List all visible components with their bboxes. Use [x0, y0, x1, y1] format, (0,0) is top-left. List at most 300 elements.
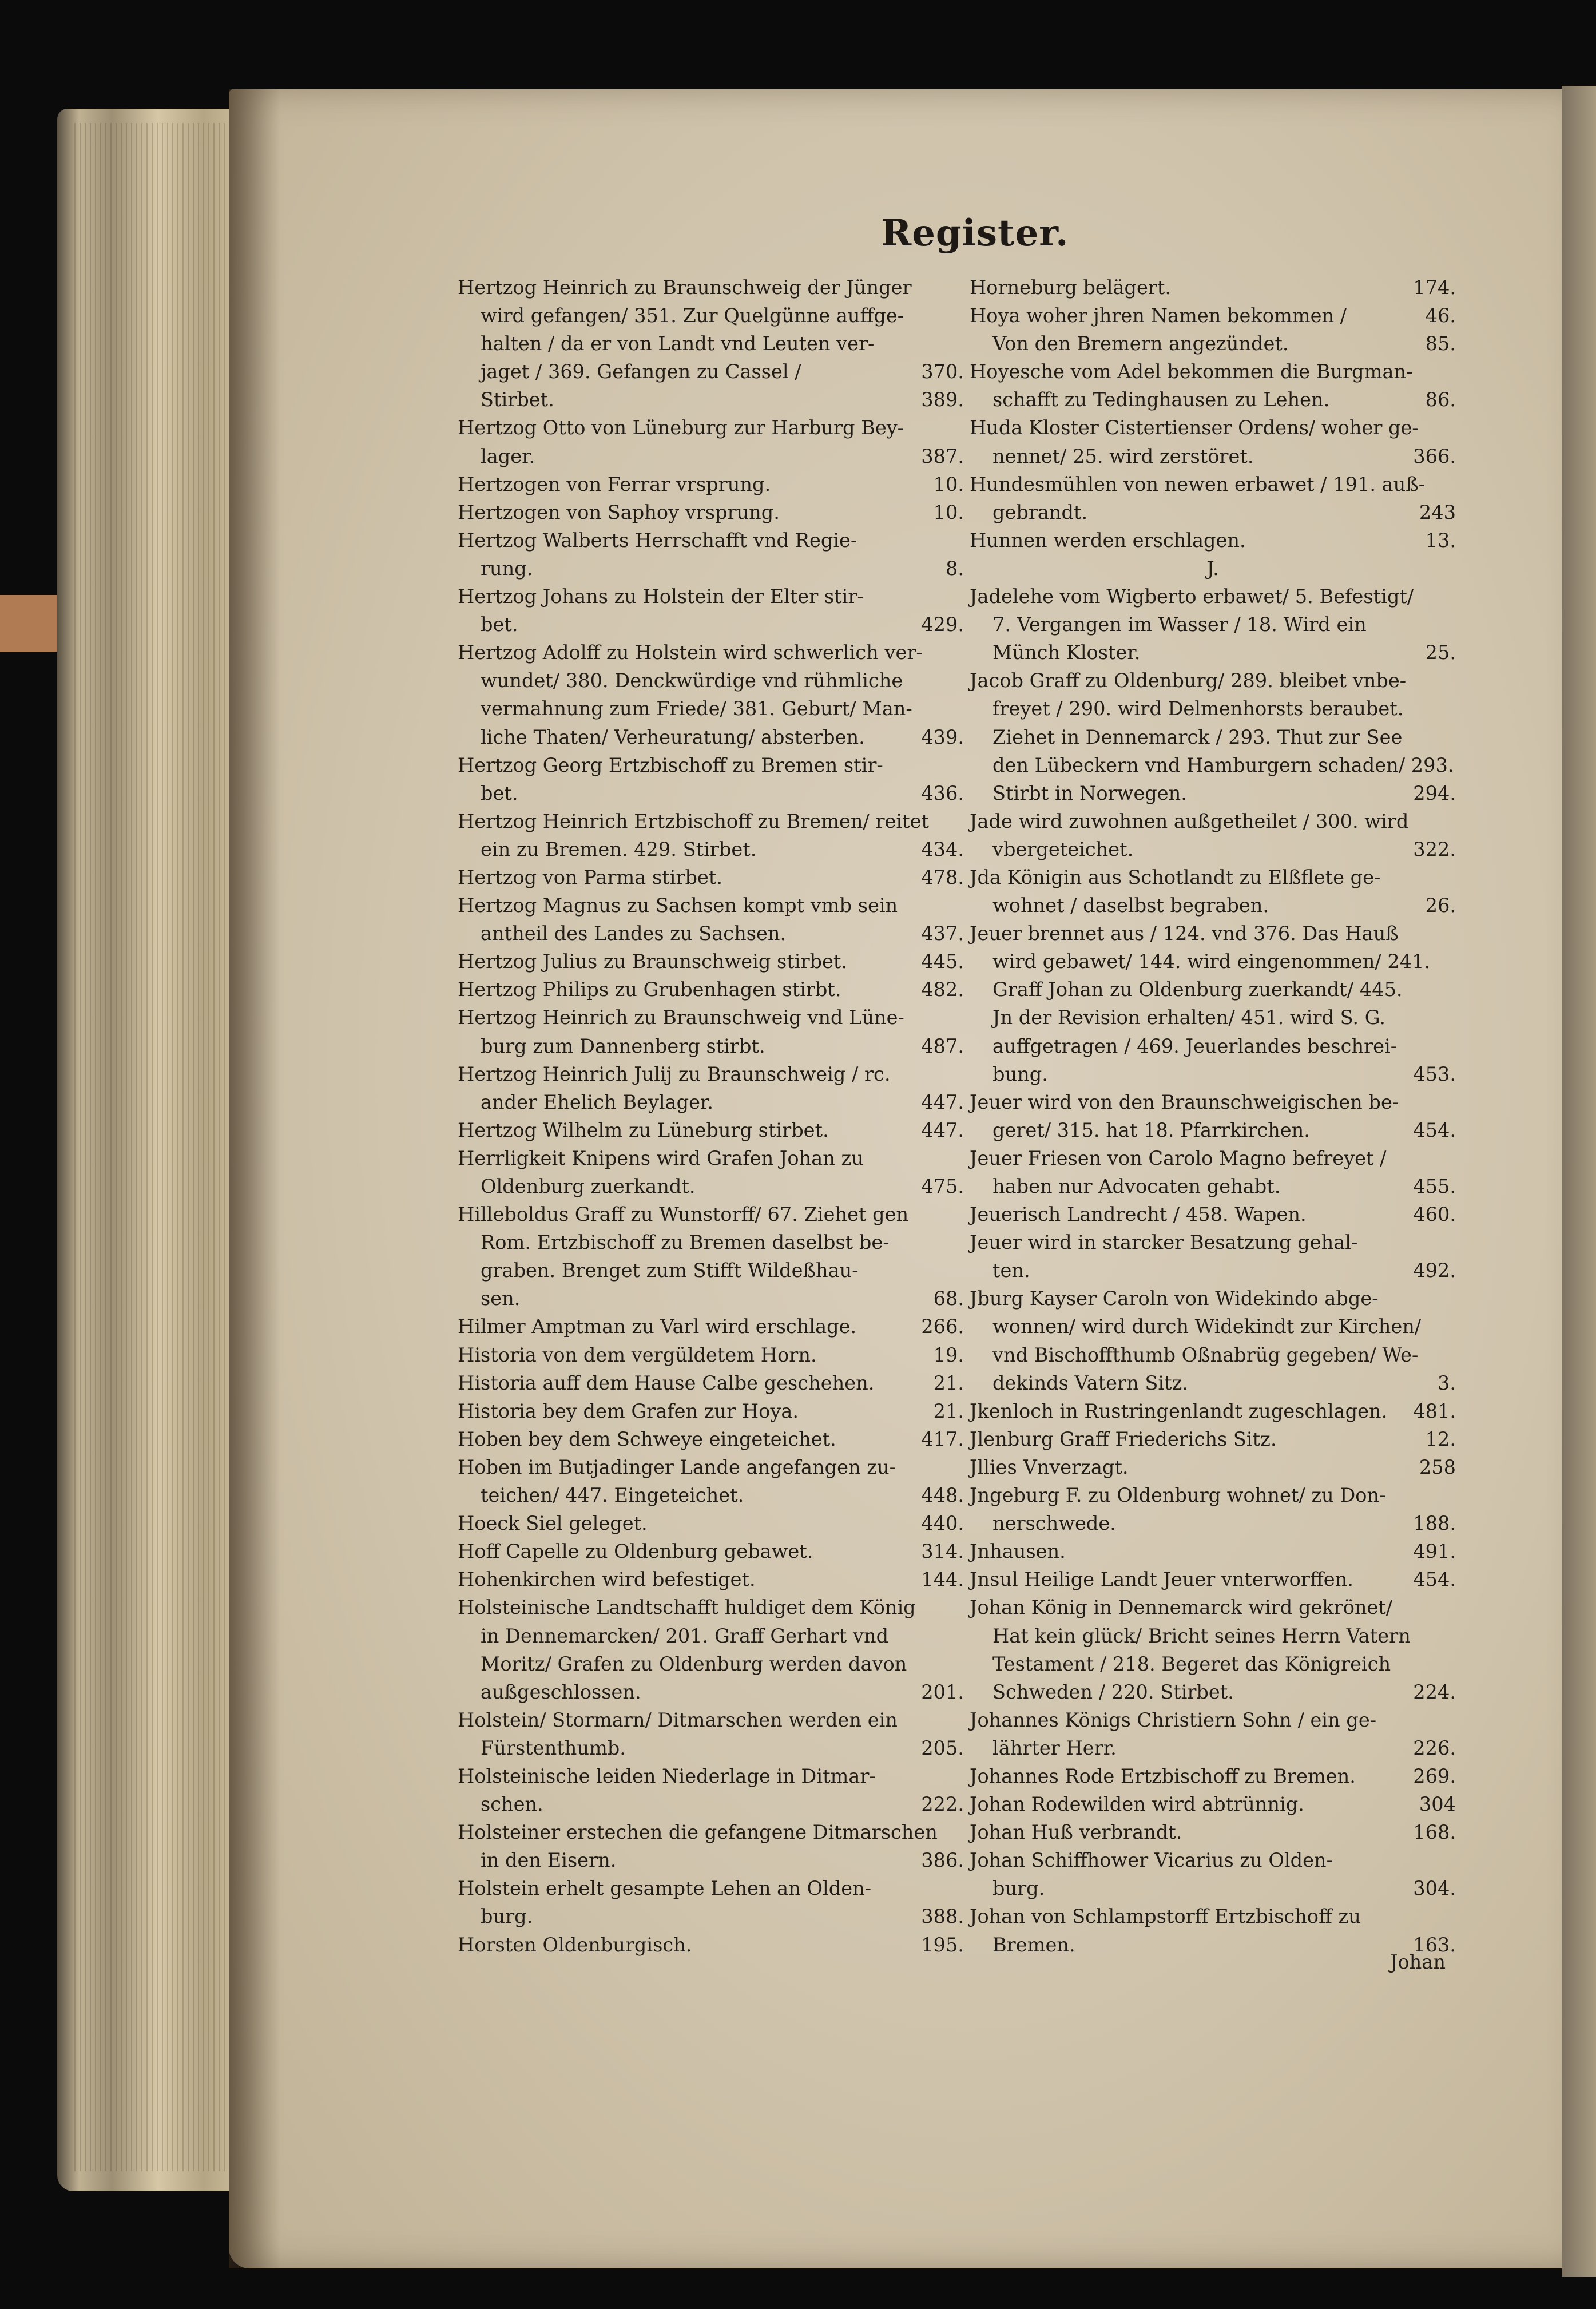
page-number — [958, 1593, 964, 1621]
register-line — [458, 1003, 964, 1031]
register-column-right — [970, 273, 1456, 1959]
page-number — [1450, 1593, 1456, 1621]
page-number — [958, 330, 964, 358]
page-number: 10. — [933, 501, 964, 523]
facing-page-edge — [1562, 86, 1596, 2277]
entry-text: vbergeteichet. — [992, 838, 1134, 860]
entry-text: Hoeck Siel geleget. — [458, 1512, 648, 1535]
entry-text: Hertzog Magnus zu Sachsen kompt vmb sein — [458, 894, 898, 917]
register-line — [970, 807, 1456, 835]
leader-space — [1357, 1228, 1450, 1256]
leader-space — [916, 1593, 958, 1621]
entry-text: Holsteiner erstechen die gefangene Ditmarschen — [458, 1821, 938, 1844]
leader-space — [813, 1537, 915, 1565]
page-number — [958, 695, 964, 723]
page-number: 258 — [1419, 1455, 1456, 1478]
leader-space — [1430, 947, 1450, 975]
page-number — [1450, 1003, 1456, 1031]
page-number — [958, 807, 964, 835]
entry-text: Hoff Capelle zu Oldenburg gebawet. — [458, 1540, 813, 1563]
register-line — [970, 1818, 1456, 1846]
register-line — [970, 1341, 1456, 1369]
leader-space — [865, 723, 915, 751]
entry-text: Hat kein glück/ Bricht seines Herrn Vatern — [992, 1624, 1411, 1647]
entry-text: Hoya woher jhren Namen bekommen / — [970, 304, 1347, 327]
page-number — [1450, 1846, 1456, 1874]
leader-space — [765, 1032, 916, 1060]
entry-text: liche Thaten/ Verheuratung/ absterben. — [481, 725, 865, 748]
page-number: 314. — [921, 1540, 964, 1563]
leader-space — [847, 947, 915, 975]
entry-text: Hertzog Johans zu Holstein der Elter stir- — [458, 585, 864, 608]
entry-text: ein zu Bremen. 429. Stirbet. — [481, 838, 757, 860]
register-line — [458, 666, 964, 695]
page-number — [958, 526, 964, 554]
leader-space — [1392, 1593, 1450, 1621]
entry-text: Jlenburg Graff Friederichs Sitz. — [970, 1427, 1277, 1450]
page-number — [958, 1003, 964, 1031]
page-number: 168. — [1413, 1821, 1456, 1844]
entry-text: Historia bey dem Grafen zur Hoya. — [458, 1399, 799, 1422]
entry-text: Hertzog Heinrich Ertzbischoff zu Bremen/ reitet — [458, 810, 930, 832]
entry-text: Hunnen werden erschlagen. — [970, 529, 1246, 552]
register-line — [458, 610, 964, 638]
page-number — [1450, 1902, 1456, 1930]
leader-space — [903, 666, 958, 695]
page-number: 222. — [921, 1793, 964, 1816]
page-number — [958, 1060, 964, 1088]
page-number: 174. — [1413, 276, 1456, 299]
page-number — [1450, 1088, 1456, 1116]
register-line — [458, 863, 964, 891]
leader-space — [890, 1228, 958, 1256]
page-number — [958, 1228, 964, 1256]
register-line — [970, 1060, 1456, 1088]
entry-text: graben. Brenget zum Stifft Wildeßhau- — [481, 1259, 859, 1282]
page-header: Register. — [881, 212, 1069, 255]
entry-text: ander Ehelich Beylager. — [481, 1090, 714, 1113]
leader-space — [859, 1256, 958, 1284]
register-line — [458, 695, 964, 723]
entry-text: Holsteinische leiden Niederlage in Ditmar- — [458, 1764, 876, 1787]
page-number: 224. — [1413, 1680, 1456, 1703]
leader-space — [1356, 1762, 1407, 1790]
register-line — [458, 1818, 964, 1846]
entry-text: 7. Vergangen im Wasser / 18. Wird ein — [992, 613, 1367, 636]
register-line — [970, 1200, 1456, 1228]
leader-space — [1367, 610, 1450, 638]
leader-space — [1397, 1032, 1450, 1060]
page-number: 439. — [921, 725, 964, 748]
page-number: 478. — [921, 866, 964, 888]
page-number: 447. — [921, 1090, 964, 1113]
register-line — [970, 1565, 1456, 1593]
leader-space — [1361, 1902, 1450, 1930]
page-number — [1450, 947, 1456, 975]
register-line — [970, 273, 1456, 301]
register-line — [458, 358, 964, 386]
entry-text: freyet / 290. wird Delmenhorsts beraubet. — [992, 697, 1404, 720]
leader-space — [533, 1902, 915, 1930]
leader-space — [1403, 975, 1450, 1003]
page-number: 417. — [921, 1427, 964, 1450]
page-number — [958, 1622, 964, 1650]
entry-text: Hilleboldus Graff zu Wunstorff/ 67. Ziehet gen — [458, 1203, 909, 1226]
entry-text: Johan Huß verbrandt. — [970, 1821, 1182, 1844]
leader-space — [1333, 1846, 1450, 1874]
entry-text: wird gefangen/ 351. Zur Quelgünne auffge- — [481, 304, 904, 327]
page-number: 19. — [933, 1343, 964, 1366]
entry-text: wonnen/ wird durch Widekindt zur Kirchen/ — [992, 1315, 1422, 1338]
entry-text: sen. — [481, 1287, 521, 1310]
entry-text: nerschwede. — [992, 1512, 1116, 1535]
leader-space — [801, 358, 916, 386]
leader-space — [1419, 414, 1450, 442]
page-number — [958, 301, 964, 330]
register-line — [458, 1312, 964, 1340]
entry-text: Jeuerisch Landrecht / 458. Wapen. — [970, 1203, 1307, 1226]
page-number: 492. — [1413, 1259, 1456, 1282]
register-line — [970, 1678, 1456, 1706]
entry-text: Hertzog Heinrich Julij zu Braunschweig / rc. — [458, 1062, 891, 1085]
entry-text: Von den Bremern angezündet. — [992, 332, 1289, 355]
page-number: 21. — [933, 1371, 964, 1394]
entry-text: Hoyesche vom Adel bekommen die Burgman- — [970, 360, 1413, 383]
page-number — [1450, 723, 1456, 751]
entry-text: Jacob Graff zu Oldenburg/ 289. bleibet vnbe- — [970, 669, 1407, 692]
leader-space — [616, 1846, 915, 1874]
leader-space — [864, 582, 958, 610]
register-line — [458, 330, 964, 358]
page-number — [958, 1650, 964, 1678]
leader-space — [1380, 863, 1450, 891]
leader-space — [1087, 498, 1414, 526]
entry-text: Testament / 218. Begeret das Königreich — [992, 1652, 1391, 1675]
register-line — [458, 301, 964, 330]
page-number: 25. — [1425, 641, 1456, 664]
register-line — [970, 526, 1456, 554]
page-number: 12. — [1425, 1427, 1456, 1450]
leader-space — [692, 1931, 915, 1959]
entry-text: Rom. Ertzbischoff zu Bremen daselbst be- — [481, 1231, 890, 1254]
page-number — [1450, 358, 1456, 386]
register-line — [970, 470, 1456, 498]
register-line — [458, 1200, 964, 1228]
leader-space — [856, 1312, 915, 1340]
leader-space — [1385, 1481, 1450, 1509]
page-number — [1450, 1622, 1456, 1650]
page-number: 269. — [1413, 1764, 1456, 1787]
register-line — [970, 863, 1456, 891]
leader-space — [898, 1706, 958, 1734]
page-number — [1450, 1706, 1456, 1734]
leader-space — [1254, 442, 1408, 470]
register-line — [970, 666, 1456, 695]
page-number: 26. — [1425, 894, 1456, 917]
entry-text: Huda Kloster Cistertienser Ordens/ woher ge- — [970, 416, 1419, 439]
entry-text: Johannes Königs Christiern Sohn / ein ge- — [970, 1708, 1377, 1731]
page-number: 322. — [1413, 838, 1456, 860]
leader-space — [1353, 1565, 1407, 1593]
entry-text: vnd Bischoffthumb Oßnabrüg gegeben/ We- — [992, 1343, 1419, 1366]
page-number — [958, 666, 964, 695]
register-line — [970, 1172, 1456, 1200]
page-number: 445. — [921, 950, 964, 973]
entry-text: Historia von dem vergüldetem Horn. — [458, 1343, 817, 1366]
leader-space — [1408, 807, 1450, 835]
page-number: 434. — [921, 838, 964, 860]
leader-space — [1391, 1650, 1450, 1678]
leader-space — [696, 1172, 916, 1200]
register-line — [458, 1650, 964, 1678]
entry-text: Hertzog Julius zu Braunschweig stirbet. — [458, 950, 848, 973]
page-number: 389. — [921, 388, 964, 411]
leader-space — [1418, 1341, 1450, 1369]
entry-text: Holsteinische Landtschafft huldiget dem König — [458, 1596, 916, 1619]
page-number: 447. — [921, 1118, 964, 1141]
leader-space — [883, 751, 958, 779]
register-line — [458, 1425, 964, 1453]
entry-text: bet. — [481, 613, 518, 636]
leader-space — [1246, 526, 1420, 554]
entry-text: schafft zu Tedinghausen zu Lehen. — [992, 388, 1330, 411]
leader-space — [1376, 1706, 1450, 1734]
page-number — [958, 1144, 964, 1172]
entry-text: Johan Schiffhower Vicarius zu Olden- — [970, 1849, 1333, 1872]
leader-space — [543, 1790, 915, 1818]
entry-text: Johan Rodewilden wird abtrünnig. — [970, 1793, 1304, 1816]
register-line — [458, 919, 964, 947]
register-line — [970, 919, 1456, 947]
entry-text: Hertzog von Parma stirbet. — [458, 866, 722, 888]
register-line — [458, 1678, 964, 1706]
register-line — [970, 1902, 1456, 1930]
leader-space — [1413, 358, 1450, 386]
entry-text: Hertzog Heinrich zu Braunschweig vnd Lüne- — [458, 1006, 904, 1029]
register-line — [970, 1453, 1456, 1481]
register-line — [458, 1622, 964, 1650]
page-number: 205. — [921, 1736, 964, 1759]
page-number — [958, 582, 964, 610]
leader-space — [1307, 1200, 1408, 1228]
entry-text: halten / da er von Landt vnd Leuten ver- — [481, 332, 875, 355]
entry-text: Hertzog Wilhelm zu Lüneburg stirbet. — [458, 1118, 829, 1141]
leader-space — [520, 1284, 927, 1312]
leader-space — [533, 554, 939, 582]
leader-space — [871, 1874, 958, 1902]
page-number: 370. — [921, 360, 964, 383]
entry-text: jaget / 369. Gefangen zu Cassel / — [481, 360, 801, 383]
register-line — [458, 1509, 964, 1537]
leader-space — [1182, 1818, 1407, 1846]
page-number: 388. — [921, 1905, 964, 1928]
leader-space — [1171, 273, 1407, 301]
entry-text: gebrandt. — [992, 501, 1088, 523]
page-number — [958, 1256, 964, 1284]
register-line — [970, 1846, 1456, 1874]
page-number: 491. — [1413, 1540, 1456, 1563]
entry-text: Jllies Vnverzagt. — [970, 1455, 1129, 1478]
leader-space — [1117, 1734, 1407, 1762]
page-number: 21. — [933, 1399, 964, 1422]
leader-space — [771, 470, 927, 498]
register-line — [458, 1284, 964, 1312]
register-line — [970, 975, 1456, 1003]
page-number: 386. — [921, 1849, 964, 1872]
register-line — [458, 1537, 964, 1565]
register-line — [970, 1762, 1456, 1790]
leader-space — [907, 1650, 958, 1678]
register-line — [970, 1228, 1456, 1256]
register-line — [970, 1650, 1456, 1678]
register-line — [970, 301, 1456, 330]
page-number — [958, 414, 964, 442]
page-number: 429. — [921, 613, 964, 636]
page-number — [1450, 414, 1456, 442]
page-number — [1450, 807, 1456, 835]
leader-space — [1386, 1144, 1450, 1172]
entry-text: Herrligkeit Knipens wird Grafen Johan zu — [458, 1146, 864, 1169]
page-number: 453. — [1413, 1062, 1456, 1085]
register-line — [458, 835, 964, 863]
leader-space — [817, 1341, 928, 1369]
register-line — [970, 1622, 1456, 1650]
section-letter — [970, 554, 1456, 582]
leader-space — [1347, 301, 1419, 330]
entry-text: Jburg Kayser Caroln von Widekindo abge- — [970, 1287, 1379, 1310]
leader-space — [1277, 1425, 1420, 1453]
leader-space — [1280, 1172, 1407, 1200]
leader-space — [518, 610, 916, 638]
register-line — [458, 947, 964, 975]
leader-space — [1385, 1003, 1450, 1031]
entry-text: burg zum Dannenberg stirbt. — [481, 1034, 765, 1057]
leader-space — [1379, 1284, 1450, 1312]
leader-space — [874, 1369, 927, 1397]
page-number: 455. — [1413, 1175, 1456, 1197]
entry-text: Hertzog Heinrich zu Braunschweig der Jünger — [458, 276, 912, 299]
register-line — [458, 1341, 964, 1369]
register-line — [970, 1003, 1456, 1031]
page-number: 86. — [1425, 388, 1456, 411]
register-line — [458, 1397, 964, 1425]
page-number: 188. — [1413, 1512, 1456, 1535]
page-number — [1450, 1650, 1456, 1678]
leader-space — [938, 1818, 958, 1846]
page-number — [958, 1874, 964, 1902]
entry-text: bung. — [992, 1062, 1048, 1085]
page-number: 85. — [1425, 332, 1456, 355]
register-line — [458, 1256, 964, 1284]
leader-space — [641, 1678, 916, 1706]
leader-space — [1030, 1256, 1408, 1284]
register-line — [970, 1537, 1456, 1565]
register-line — [458, 1369, 964, 1397]
page-number: 68. — [933, 1287, 964, 1310]
page-number: 436. — [921, 781, 964, 804]
leader-space — [756, 835, 915, 863]
register-line — [970, 1312, 1456, 1340]
entry-text: Hohenkirchen wird befestiget. — [458, 1568, 756, 1591]
entry-text: Münch Kloster. — [992, 641, 1141, 664]
leader-space — [1140, 638, 1419, 666]
page-number — [1450, 1481, 1456, 1509]
leader-space — [1075, 1931, 1408, 1959]
register-line — [458, 582, 964, 610]
entry-text: Jeuer wird von den Braunschweigischen be- — [970, 1090, 1399, 1113]
page-number: 440. — [921, 1512, 964, 1535]
entry-text: Jade wird zuwohnen außgetheilet / 300. wird — [970, 810, 1409, 832]
register-line — [970, 442, 1456, 470]
entry-text: Hertzog Georg Ertzbischoff zu Bremen stir- — [458, 753, 883, 776]
register-line — [970, 1734, 1456, 1762]
entry-text: Oldenburg zuerkandt. — [481, 1175, 696, 1197]
leader-space — [864, 1144, 958, 1172]
leader-space — [786, 919, 915, 947]
register-line — [458, 414, 964, 442]
register-line — [458, 554, 964, 582]
leader-space — [874, 330, 958, 358]
register-line — [458, 1734, 964, 1762]
register-line — [458, 638, 964, 666]
entry-text: Jda Königin aus Schotlandt zu Elßflete ge- — [970, 866, 1381, 888]
leader-space — [898, 891, 958, 919]
leader-space — [908, 1200, 958, 1228]
page-number: 266. — [921, 1315, 964, 1338]
page-edge-lines — [74, 123, 229, 2171]
leader-space — [1188, 1369, 1432, 1397]
entry-text: teichen/ 447. Eingeteichet. — [481, 1484, 744, 1507]
entry-text: Jkenloch in Rustringenlandt zugeschlagen. — [970, 1399, 1388, 1422]
leader-space — [554, 386, 915, 414]
page-number: 46. — [1425, 304, 1456, 327]
register-line — [970, 358, 1456, 386]
register-line — [458, 470, 964, 498]
leader-space — [1187, 779, 1407, 807]
register-line — [970, 414, 1456, 442]
page-number — [958, 1706, 964, 1734]
register-line — [458, 1032, 964, 1060]
leader-space — [1402, 723, 1450, 751]
leader-space — [1048, 1060, 1407, 1088]
page-number: 481. — [1413, 1399, 1456, 1422]
entry-text: wohnet / daselbst begraben. — [992, 894, 1269, 917]
entry-text: Johan König in Dennemarck wird gekrönet/ — [970, 1596, 1393, 1619]
register-line — [458, 1790, 964, 1818]
register-line — [970, 1593, 1456, 1621]
leader-space — [1269, 891, 1420, 919]
page-number: 304. — [1413, 1877, 1456, 1900]
entry-text: Hertzogen von Ferrar vrsprung. — [458, 473, 771, 495]
register-line — [458, 273, 964, 301]
page-number — [1450, 975, 1456, 1003]
register-line — [970, 1706, 1456, 1734]
register-line — [458, 1228, 964, 1256]
page-number: 195. — [921, 1933, 964, 1956]
register-line — [970, 835, 1456, 863]
page-number — [1450, 582, 1456, 610]
page-number: 144. — [921, 1568, 964, 1591]
entry-text: Jeuer wird in starcker Besatzung gehal- — [970, 1231, 1358, 1254]
page-number — [958, 1453, 964, 1481]
entry-text: Horneburg belägert. — [970, 276, 1172, 299]
entry-text: Hoben bey dem Schweye eingeteichet. — [458, 1427, 836, 1450]
entry-text: antheil des Landes zu Sachsen. — [481, 922, 787, 945]
page-number — [1450, 863, 1456, 891]
page-number: 487. — [921, 1034, 964, 1057]
leader-space — [1310, 1116, 1407, 1144]
entry-text: Hertzog Adolff zu Holstein wird schwerlich ver- — [458, 641, 923, 664]
